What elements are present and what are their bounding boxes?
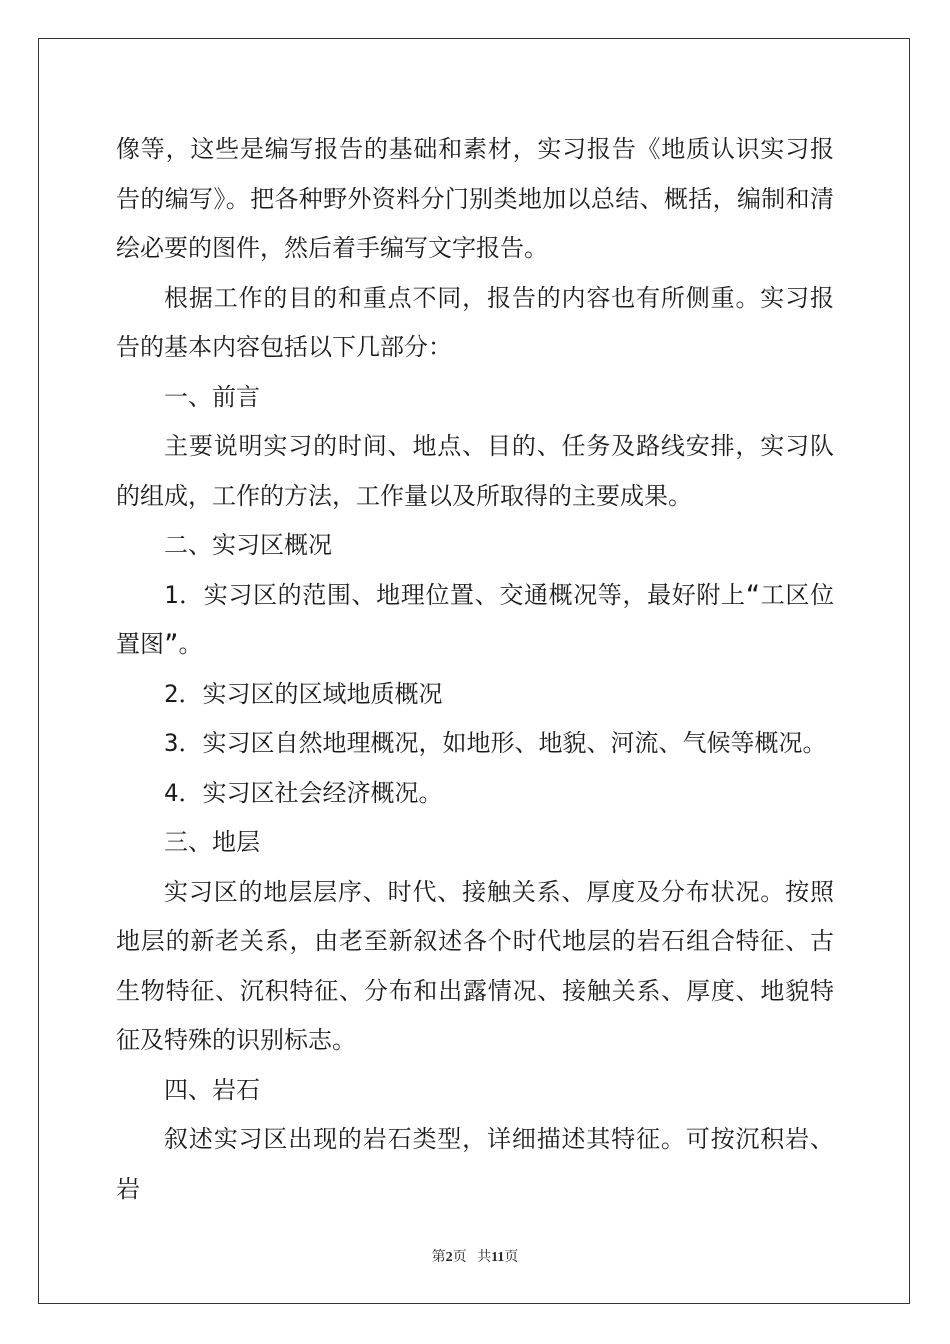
total-suffix: 页	[504, 1250, 519, 1265]
document-body	[116, 125, 834, 1214]
list-item: 3．实习区自然地理概况，如地形、地貌、河流、气候等概况。	[164, 729, 827, 757]
list-item: 1．实习区的范围、地理位置、交通概况等，最好附上“工区位置图”。	[116, 580, 834, 658]
section-heading: 二、实习区概况	[164, 531, 332, 559]
page-footer	[0, 1246, 950, 1266]
total-pages: 11	[491, 1250, 505, 1265]
paragraph: 根据工作的目的和重点不同，报告的内容也有所侧重。实习报告的基本内容包括以下几部分：	[116, 283, 834, 361]
page-number: 2	[445, 1250, 453, 1265]
list-item: 4．实习区社会经济概况。	[164, 778, 443, 807]
page-prefix: 第	[431, 1250, 446, 1265]
paragraph: 主要说明实习的时间、地点、目的、任务及路线安排，实习队的组成，工作的方法，工作量以及所取得的主要成果。	[116, 432, 834, 510]
section-heading: 三、地层	[164, 828, 260, 856]
paragraph: 像等，这些是编写报告的基础和素材，实习报告《地质认识实习报告的编写》。把各种野外资料分门别类地加以总结、概括，编制和清绘必要的图件，然后着手编写文字报告。	[116, 135, 834, 262]
total-prefix: 共	[477, 1250, 492, 1265]
list-item: 2．实习区的区域地质概况	[164, 679, 443, 708]
paragraph: 叙述实习区出现的岩石类型，详细描述其特征。可按沉积岩、岩	[116, 1125, 834, 1203]
section-heading: 四、岩石	[164, 1075, 260, 1104]
paragraph: 实习区的地层层序、时代、接触关系、厚度及分布状况。按照地层的新老关系，由老至新叙述各个时代地层的岩石组合特征、古生物特征、沉积特征、分布和出露情况、接触关系、厚度、地貌特征及特殊的识别标志。	[116, 877, 834, 1054]
section-heading: 一、前言	[164, 382, 260, 411]
page-suffix: 页	[452, 1250, 467, 1265]
